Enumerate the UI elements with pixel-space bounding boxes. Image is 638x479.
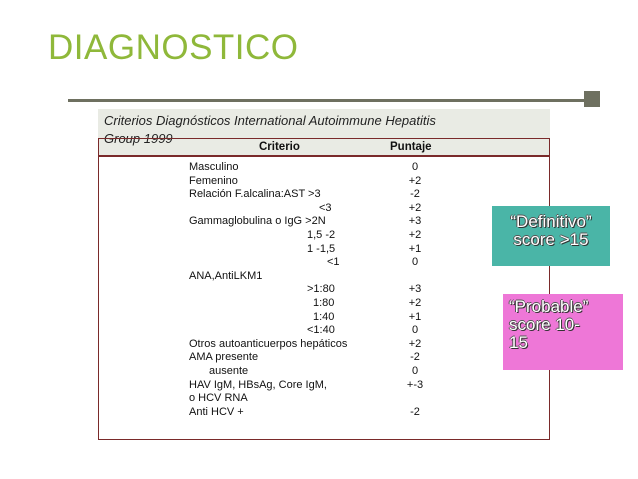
puntaje-cell: +-3	[406, 378, 424, 391]
table-row	[99, 311, 549, 324]
table-row	[99, 406, 549, 419]
header-criterio: Criterio	[259, 141, 300, 153]
puntaje-cell: +2	[408, 201, 422, 214]
puntaje-cell: +1	[408, 310, 422, 323]
puntaje-cell: 0	[411, 256, 419, 269]
table-row	[99, 283, 549, 296]
definitivo-line-1: “Definitivo”	[510, 212, 592, 231]
title-divider	[68, 99, 584, 102]
criterio-cell: >1:80	[307, 283, 335, 296]
caption-line-2: Group 1999	[104, 131, 173, 146]
table-row	[99, 243, 549, 256]
criterio-cell: HAV IgM, HBsAg, Core IgM,	[189, 378, 327, 391]
table-row	[99, 324, 549, 337]
puntaje-cell: -2	[410, 405, 420, 418]
criterio-cell: 1 -1,5	[307, 242, 336, 255]
puntaje-cell: -2	[410, 351, 420, 364]
definitivo-callout	[492, 206, 610, 266]
table-row	[99, 256, 549, 269]
criterio-cell: ANA,AntiLKM1	[189, 269, 263, 282]
table-row	[99, 175, 549, 188]
criterio-cell: o HCV RNA	[189, 392, 248, 405]
header-divider	[99, 155, 549, 157]
table-row	[99, 270, 549, 283]
table-row	[99, 338, 549, 351]
criterio-cell: 1,5 -2	[307, 229, 336, 241]
table-row	[99, 229, 549, 242]
probable-line-2: score 10-	[509, 315, 580, 334]
puntaje-cell: 0	[411, 324, 419, 337]
criterio-cell: AMA presente	[189, 351, 259, 364]
puntaje-cell: -2	[410, 188, 420, 201]
table-row	[99, 202, 549, 215]
criterio-cell: <1	[327, 256, 340, 269]
criterio-cell: Femenino	[189, 174, 238, 187]
puntaje-cell: +2	[408, 174, 422, 187]
table-row	[99, 161, 549, 174]
criterio-cell: Masculino	[189, 161, 239, 173]
definitivo-line-2: score >15	[513, 230, 589, 249]
criterio-cell: 1:40	[313, 310, 335, 323]
criteria-table	[98, 138, 550, 440]
puntaje-cell: +1	[408, 242, 422, 255]
table-row	[99, 392, 549, 405]
table-row	[99, 297, 549, 310]
criterio-cell: Relación F.alcalina:AST >3	[189, 188, 321, 201]
probable-callout	[503, 294, 623, 370]
probable-line-3: 15	[509, 333, 528, 352]
table-row	[99, 215, 549, 228]
criterio-cell: <3	[319, 201, 332, 214]
puntaje-cell: +2	[408, 337, 422, 350]
divider-square	[584, 91, 600, 107]
table-row	[99, 379, 549, 392]
criterio-cell: ausente	[209, 365, 249, 377]
criterio-cell: 1:80	[313, 297, 335, 309]
criterio-cell: Otros autoanticuerpos hepáticos	[189, 337, 348, 350]
puntaje-cell: +2	[408, 297, 422, 309]
table-row	[99, 351, 549, 364]
table-row	[99, 365, 549, 378]
probable-line-1: “Probable”	[509, 297, 589, 316]
slide-title: DIAGNOSTICO	[48, 28, 299, 67]
puntaje-cell: +2	[408, 229, 422, 241]
puntaje-cell: 0	[411, 161, 419, 173]
caption-line-1: Criterios Diagnósticos International Autoimmune Hepatitis	[104, 113, 436, 128]
table-row	[99, 188, 549, 201]
criterio-cell: <1:40	[307, 324, 335, 337]
puntaje-cell: 0	[411, 365, 419, 377]
puntaje-cell: +3	[408, 215, 422, 228]
header-puntaje: Puntaje	[390, 141, 432, 153]
criterio-cell: Anti HCV +	[189, 405, 244, 418]
puntaje-cell: +3	[408, 283, 422, 296]
criterio-cell: Gammaglobulina o IgG >2N	[189, 215, 326, 228]
